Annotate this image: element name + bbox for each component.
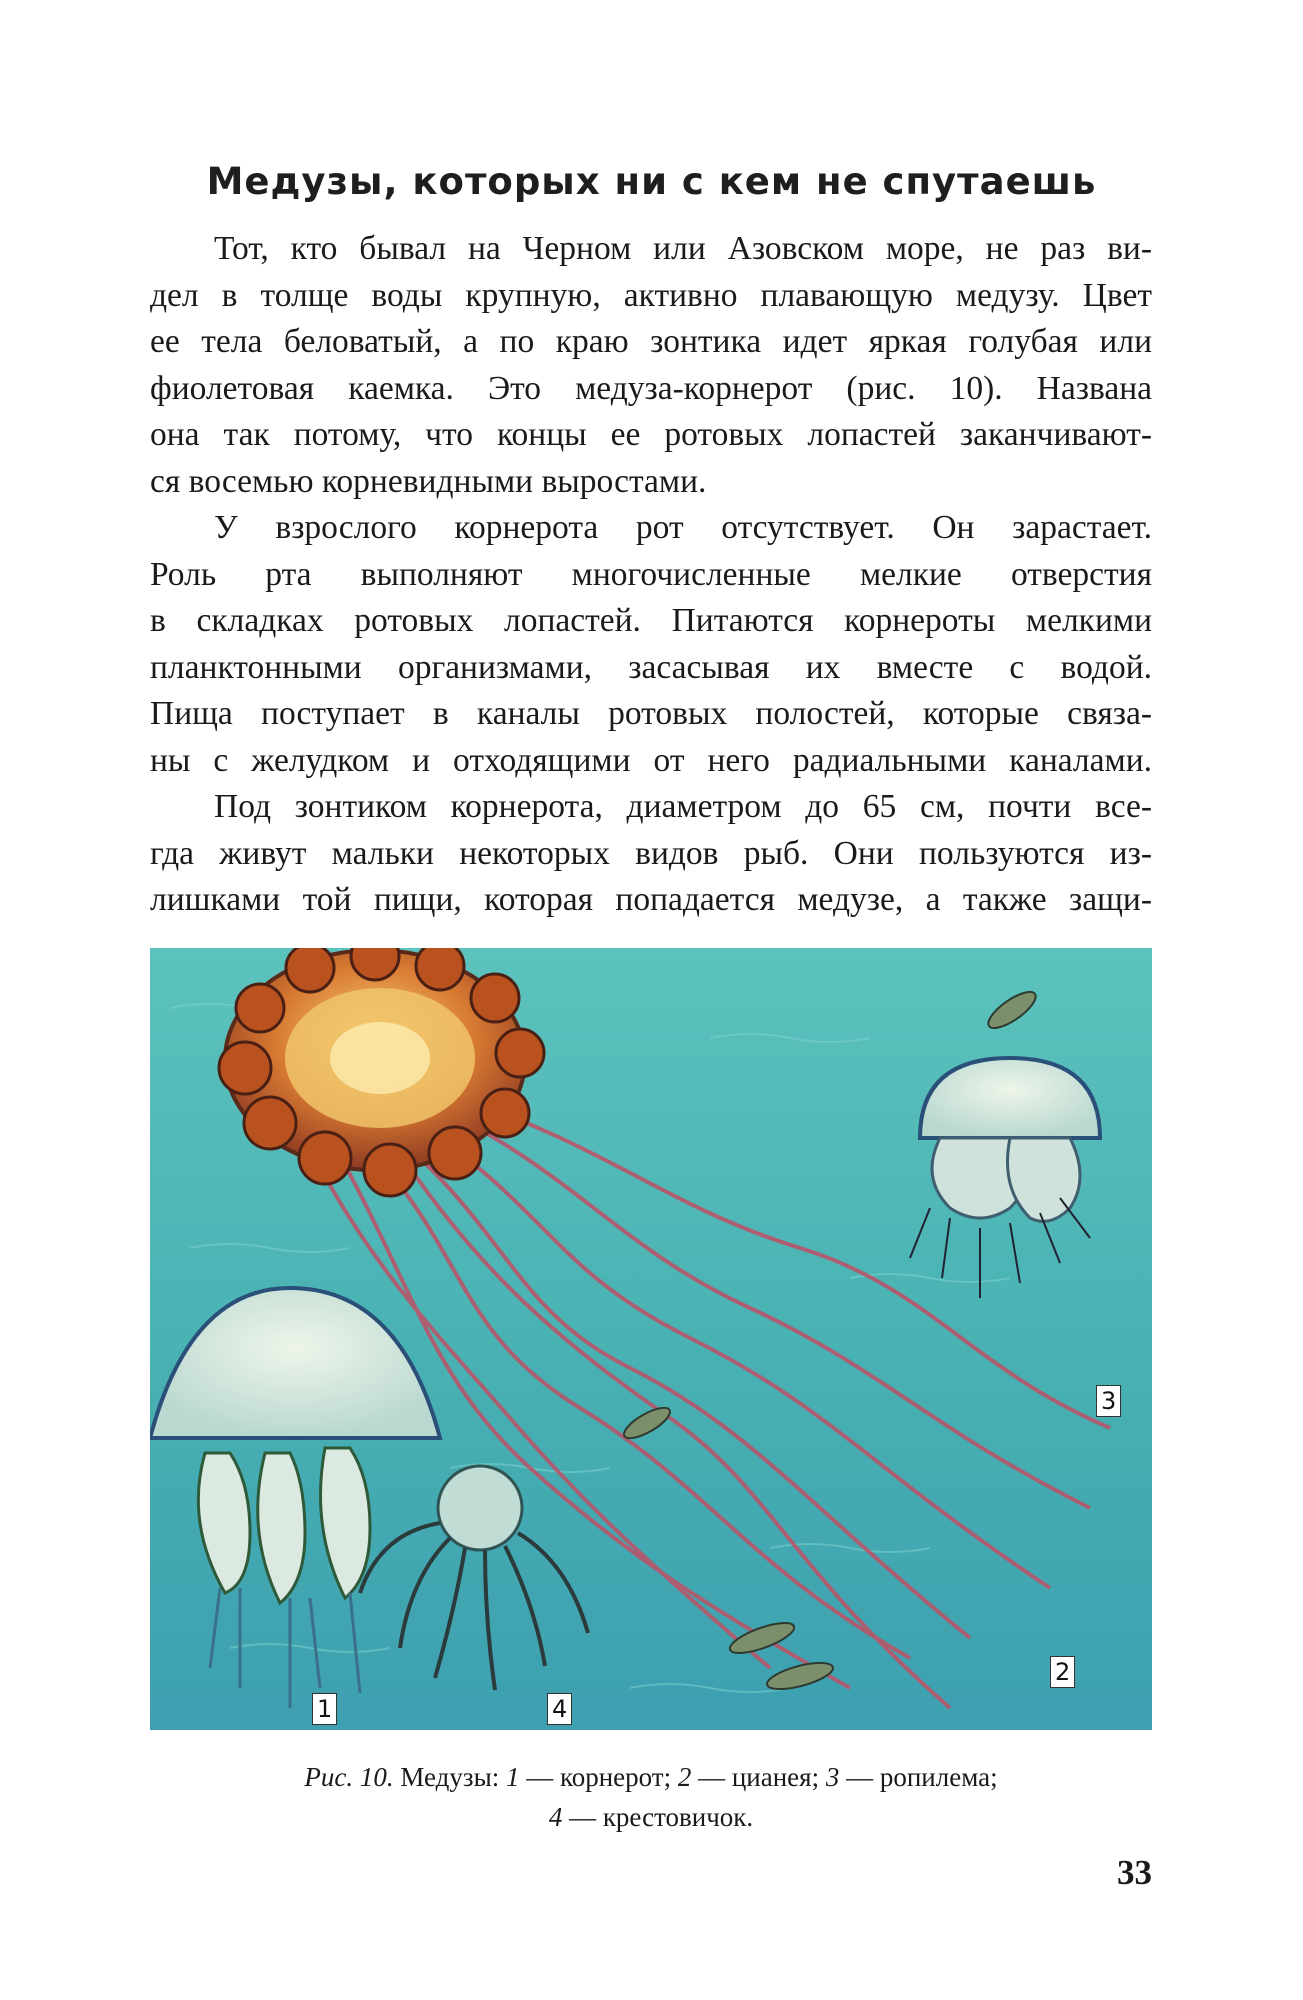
paragraph-1 xyxy=(150,226,1152,505)
caption-item: — ропилема; xyxy=(846,1762,998,1792)
section-heading: Медузы, которых ни с кем не спутаешь xyxy=(206,160,1097,203)
body-text xyxy=(150,226,1152,924)
text-line: Роль рта выполняют многочисленные мелкие отверстия xyxy=(150,555,1152,593)
figure-label-1: 1 xyxy=(312,1693,337,1725)
caption-num: 3 xyxy=(825,1762,840,1792)
caption-num: 4 xyxy=(548,1802,563,1832)
page-number: 33 xyxy=(1117,1853,1152,1892)
text-line: ся восемью корневидными выростами. xyxy=(150,462,707,500)
caption-item: — корнерот; xyxy=(526,1762,672,1792)
text-line: дел в толще воды крупную, активно плавающую медузу. Цвет xyxy=(150,276,1152,314)
figure-label-2: 2 xyxy=(1050,1656,1075,1688)
text-line: в складках ротовых лопастей. Питаются корнероты мелкими xyxy=(150,602,1152,639)
text-line: У взрослого корнерота рот отсутствует. Он зарастает. xyxy=(214,509,1152,546)
jellyfish-illustration xyxy=(150,948,1152,1730)
text-line: ны с желудком и отходящими от него радиальными каналами. xyxy=(150,741,1152,779)
caption-line-2 xyxy=(150,1797,1152,1837)
figure-caption xyxy=(150,1757,1152,1837)
caption-num: 2 xyxy=(677,1762,692,1792)
text-line: Под зонтиком корнерота, диаметром до 65 см, почти все- xyxy=(214,788,1152,825)
figure-label-4: 4 xyxy=(547,1693,572,1725)
caption-line-1 xyxy=(150,1757,1152,1797)
caption-item: — крестовичок. xyxy=(569,1802,754,1832)
text-line: лишками той пищи, которая попадается медузе, а также защи- xyxy=(150,881,1152,918)
paragraph-3 xyxy=(150,784,1152,924)
text-line: гда живут мальки некоторых видов рыб. Они пользуются из- xyxy=(150,834,1152,872)
text-line: Пища поступает в каналы ротовых полостей, которые связа- xyxy=(150,695,1152,732)
caption-num: 1 xyxy=(505,1762,520,1792)
caption-prefix: Рис. 10. xyxy=(304,1762,394,1792)
paragraph-2 xyxy=(150,505,1152,784)
illustration-drawing xyxy=(150,948,1152,1730)
figure-label-3: 3 xyxy=(1096,1385,1121,1417)
text-line: Тот, кто бывал на Черном или Азовском море, не раз ви- xyxy=(214,230,1152,267)
text-line: она так потому, что концы ее ротовых лопастей заканчивают- xyxy=(150,416,1152,453)
caption-title: Медузы: xyxy=(400,1762,500,1792)
caption-item: — цианея; xyxy=(698,1762,820,1792)
text-line: фиолетовая каемка. Это медуза-корнерот (рис. 10). Названа xyxy=(150,369,1152,407)
text-line: ее тела беловатый, а по краю зонтика идет яркая голубая или xyxy=(150,323,1152,360)
text-line: планктонными организмами, засасывая их вместе с водой. xyxy=(150,648,1152,686)
